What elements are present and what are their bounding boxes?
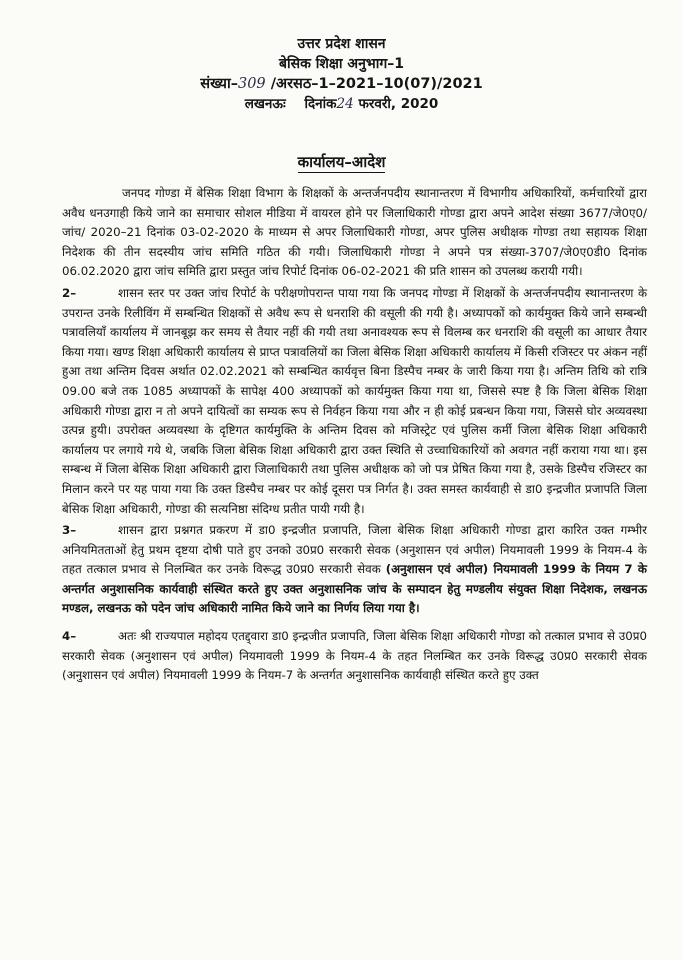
paragraph-4 bbox=[62, 627, 647, 686]
section-name: बेसिक शिक्षा अनुभाग–1 bbox=[279, 56, 404, 72]
paragraph-2-text: शासन स्तर पर उक्त जांच रिपोर्ट के परीक्षणोपरान्त पाया गया कि जनपद गोण्डा में शिक्षकों के अन्तर्जनपदीय स्थानान्तरण के उपरान्त उनके रिलीविंग में सम्बन्धित शिक्षकों से अवैध रूप से धनराशि की वसूली की गयी है। अध्यापकों को कार्यमुक्त किये जाने सम्बन्धी पत्रावलियाँ कार्यालय में जानबूझ कर समय से तैयार नहीं की गयी तथा अनावश्यक रूप से विलम्ब कर धनराशि की वसूली का आधार तैयार किया गया। खण्ड शिक्षा अधिकारी कार्यालय से प्राप्त पत्रावलियों का जिला बेसिक शिक्षा अधिकारी कार्यालय में किसी रजिस्टर पर अंकन नहीं हुआ तथा अन्तिम दिवस अर्थात 02.02.2021 को सम्बन्धित कार्यवृत्त बिना डिस्पैच नम्बर के जारी किया गया है। अन्तिम तिथि को रात्रि 09.00 बजे तक 1085 अध्यापकों के सापेक्ष 400 अध्यापकों को कार्यमुक्त किया गया था, जिससे स्पष्ट है कि जिला बेसिक शिक्षा अधिकारी गोण्डा द्वारा न तो अपने दायित्वों का सम्यक रूप से निर्वहन किया गया और न ही कोई प्रबन्धन किया गया, जिससे घोर अव्यवस्था उत्पन्न हुयी। उपरोक्त अव्यवस्था के दृष्टिगत कार्यमुक्ति के अन्तिम दिवस को मजिस्ट्रेट एवं पुलिस कर्मी जिला बेसिक शिक्षा अधिकारी कार्यालय पर लगाये गये थे, जबकि जिला बेसिक शिक्षा अधिकारी द्वारा उक्त स्थिति से उच्चाधिकारियों को अवगत नहीं कराया गया था। इस सम्बन्ध में जिला बेसिक शिक्षा अधिकारी द्वारा जिलाधिकारी तथा पुलिस अधीक्षक को जो पत्र प्रेषित किया गया है, उसके डिस्पैच रजिस्टर का मिलान करने पर यह पाया गया कि उक्त डिस्पैच नम्बर पर कोई दूसरा पत्र निर्गत है। उक्त समस्त कार्यवाही से डा0 इन्द्रजीत प्रजापति जिला बेसिक शिक्षा अधिकारी, गोण्डा की सत्यनिष्ठा संदिग्ध प्रतीत पायी गयी है। bbox=[62, 285, 648, 516]
paragraph-3-number: 3– bbox=[62, 523, 77, 538]
date-handwritten-day: 24 bbox=[336, 96, 354, 112]
office-order-title-text: कार्यालय–आदेश bbox=[297, 153, 386, 171]
place-date bbox=[0, 94, 683, 114]
reference-prefix: संख्या– bbox=[200, 76, 238, 92]
letter-header bbox=[0, 34, 683, 114]
date-prefix: दिनांक bbox=[304, 96, 337, 112]
government-name: उत्तर प्रदेश शासन bbox=[297, 36, 386, 52]
document-body bbox=[62, 184, 647, 686]
reference-number bbox=[0, 74, 683, 94]
date-suffix: फरवरी, 2020 bbox=[358, 96, 439, 112]
place: लखनऊः bbox=[244, 96, 286, 112]
reference-handwritten-number: 309 bbox=[237, 76, 266, 92]
paragraph-3-text: शासन द्वारा प्रश्नगत प्रकरण में डा0 इन्द्रजीत प्रजापति, जिला बेसिक शिक्षा अधिकारी गोण्डा द्वारा कारित उक्त गम्भीर अनियमितताओं हेतु प्रथम दृष्टया दोषी पाते हुए उनको उ0प्र0 सरकारी सेवक (अनुशासन एवं अपील) नियमावली 1999 के नियम-4 के तहत तत्काल प्रभाव से निलम्बित कर उनके विरूद्ध उ0प्र0 सरकारी सेवक bbox=[62, 523, 647, 577]
paragraph-4-text: अतः श्री राज्यपाल महोदय एतद्द्वारा डा0 इन्द्रजीत प्रजापति, जिला बेसिक शिक्षा अधिकारी गोण्डा को तत्काल प्रभाव से उ0प्र0 सरकारी सेवक (अनुशासन एवं अपील) नियमावली 1999 के नियम-4 के तहत निलम्बित कर उनके विरूद्ध उ0प्र0 सरकारी सेवक (अनुशासन एवं अपील) नियमावली 1999 के नियम-7 के अन्तर्गत अनुशासनिक कार्यवाही संस्थित करते हुए उक्त bbox=[62, 629, 647, 683]
office-order-title bbox=[0, 152, 683, 172]
paragraph-3-bold-text: (अनुशासन एवं अपील) नियमावली 1999 के नियम 7 के अन्तर्गत अनुशासनिक कार्यवाही संस्थित करते हुए उक्त अनुशासनिक जांच के सम्पादन हेतु मण्डलीय संयुक्त शिक्षा निदेशक, लखनऊ मण्डल, लखनऊ को पदेन जांच अधिकारी नामित किये जाने का निर्णय लिया गया है। bbox=[62, 562, 647, 616]
paragraph-1: जनपद गोण्डा में बेसिक शिक्षा विभाग के शिक्षकों के अन्तर्जनपदीय स्थानान्तरण में विभागीय अधिकारियों, कर्मचारियों द्वारा अवैध धनउगाही किये जाने का समाचार सोशल मीडिया में वायरल होने पर जिलाधिकारी गोण्डा द्वारा अपने आदेश संख्या 3677/जे0ए0/जांच/ 2020–21 दिनांक 03-02-2020 के माध्यम से अपर जिलाधिकारी गोण्डा, अपर पुलिस अधीक्षक गोण्डा तथा सहायक शिक्षा निदेशक की तीन सदस्यीय जांच समिति गठित की गयी। जिलाधिकारी गोण्डा ने अपने पत्र संख्या-3707/जे0ए0डी0 दिनांक 06.02.2020 द्वारा जांच समिति द्वारा प्रस्तुत जांच रिपोर्ट दिनांक 06-02-2021 की प्रति शासन को उपलब्ध करायी गयी। bbox=[62, 186, 647, 279]
reference-suffix: /अरसठ–1–2021–10(07)/2021 bbox=[270, 76, 483, 92]
paragraph-3 bbox=[62, 521, 647, 619]
paragraph-2-number: 2– bbox=[62, 285, 77, 300]
paragraph-2 bbox=[62, 284, 647, 519]
paragraph-4-number: 4– bbox=[62, 629, 77, 644]
